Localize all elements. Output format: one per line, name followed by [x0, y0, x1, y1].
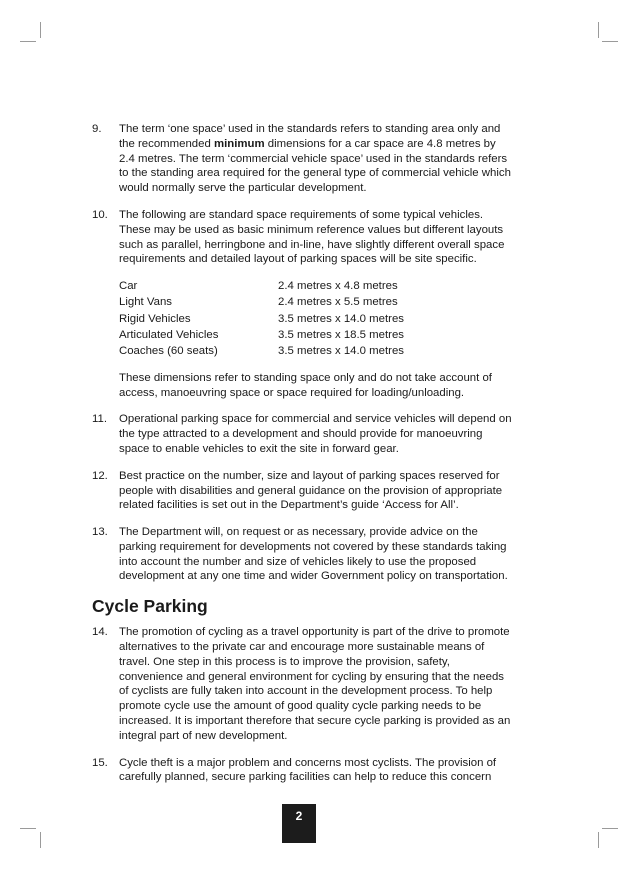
- paragraph-12: [92, 469, 512, 513]
- vehicle-name: Articulated Vehicles: [119, 328, 219, 341]
- dimensions-note: These dimensions refer to standing space only and do not take account of access, manoeuvring space or space required for loading/unloading.: [119, 371, 492, 399]
- section-heading: Cycle Parking: [92, 596, 208, 617]
- paragraph-number: 9.: [92, 123, 102, 135]
- paragraph-text: The following are standard space requirements of some typical vehicles. These may be used as basic minimum reference values but different layouts such as parallel, herringbone and in-line, have slightly different overall space requirements and detailed layout of parking spaces will be site specific.: [119, 208, 505, 266]
- crop-mark-top-right: [602, 41, 618, 42]
- vehicle-name: Light Vans: [119, 296, 172, 309]
- paragraph-text: Cycle theft is a major problem and concerns most cyclists. The provision of carefully planned, secure parking facilities can help to reduce this concern: [119, 756, 497, 784]
- crop-mark-bottom-left: [40, 832, 41, 848]
- paragraph-13: [92, 525, 512, 584]
- crop-mark-top-left: [20, 41, 36, 42]
- document-body: [92, 122, 512, 797]
- page-number: 2: [282, 804, 316, 843]
- paragraph-number: 15.: [92, 756, 108, 769]
- crop-mark-bottom-right: [598, 832, 599, 848]
- paragraph-14: [92, 625, 512, 743]
- paragraph-number: 14.: [92, 626, 108, 639]
- paragraph-number: 12.: [92, 469, 108, 482]
- emphasis-minimum: minimum: [213, 137, 265, 150]
- vehicle-size: 3.5 metres x 14.0 metres: [278, 312, 404, 325]
- vehicle-dimensions-table: [119, 279, 512, 359]
- paragraph-text: Operational parking space for commercial and service vehicles will depend on the type attracted to a development and should provide for manoeuvring space to enable vehicles to exit the site in forward gear.: [119, 413, 512, 455]
- vehicle-size: 3.5 metres x 18.5 metres: [278, 328, 404, 341]
- paragraph-10: [92, 208, 512, 400]
- vehicle-size: 2.4 metres x 4.8 metres: [278, 280, 398, 293]
- crop-mark-bottom-right: [602, 828, 618, 829]
- paragraph-number: 10.: [92, 208, 108, 221]
- crop-mark-bottom-left: [20, 828, 36, 829]
- vehicle-name: Rigid Vehicles: [119, 312, 191, 325]
- paragraph-11: [92, 412, 512, 456]
- paragraph-text: The promotion of cycling as a travel opportunity is part of the drive to promote alternatives to the private car and encourage more sustainable means of travel. One step in this process is to improve the provision, safety, convenience and general environment for cycling by ensuring that the needs of cyclists are fully taken into account in the development process. To help promote cycle use the amount of good quality cycle parking needs to be increased. It is important therefore that secure cycle parking is provided as an integral part of new development.: [119, 626, 511, 742]
- vehicle-size: 2.4 metres x 5.5 metres: [278, 296, 398, 309]
- paragraph-number: 11.: [92, 413, 107, 426]
- paragraph-text: The term ‘one space’ used in the standards refers to standing area only and the recommended minimum dimensions for a car space are 4.8 metres by 2.4 metres. The term ‘commercial vehicle space’ used in the standards refers to the standing area required for the general type of commercial vehicle which would normally serve the particular development.: [119, 123, 511, 195]
- paragraph-9: [92, 122, 512, 196]
- vehicle-size: 3.5 metres x 14.0 metres: [278, 344, 404, 357]
- paragraph-text: Best practice on the number, size and layout of parking spaces reserved for people with disabilities and general guidance on the provision of appropriate related facilities is set out in the Department’s guide ‘Access for All’.: [119, 469, 503, 512]
- vehicle-name: Car: [119, 280, 138, 293]
- crop-mark-top-right: [598, 22, 599, 38]
- paragraph-15: [92, 756, 512, 786]
- paragraph-text: The Department will, on request or as necessary, provide advice on the parking requirement for developments not covered by these standards taking into account the number and size of vehicles likely to use the proposed development at any one time and wider Government policy on transportation.: [119, 526, 508, 583]
- crop-mark-top-left: [40, 22, 41, 38]
- paragraph-number: 13.: [92, 526, 108, 539]
- vehicle-name: Coaches (60 seats): [119, 344, 218, 357]
